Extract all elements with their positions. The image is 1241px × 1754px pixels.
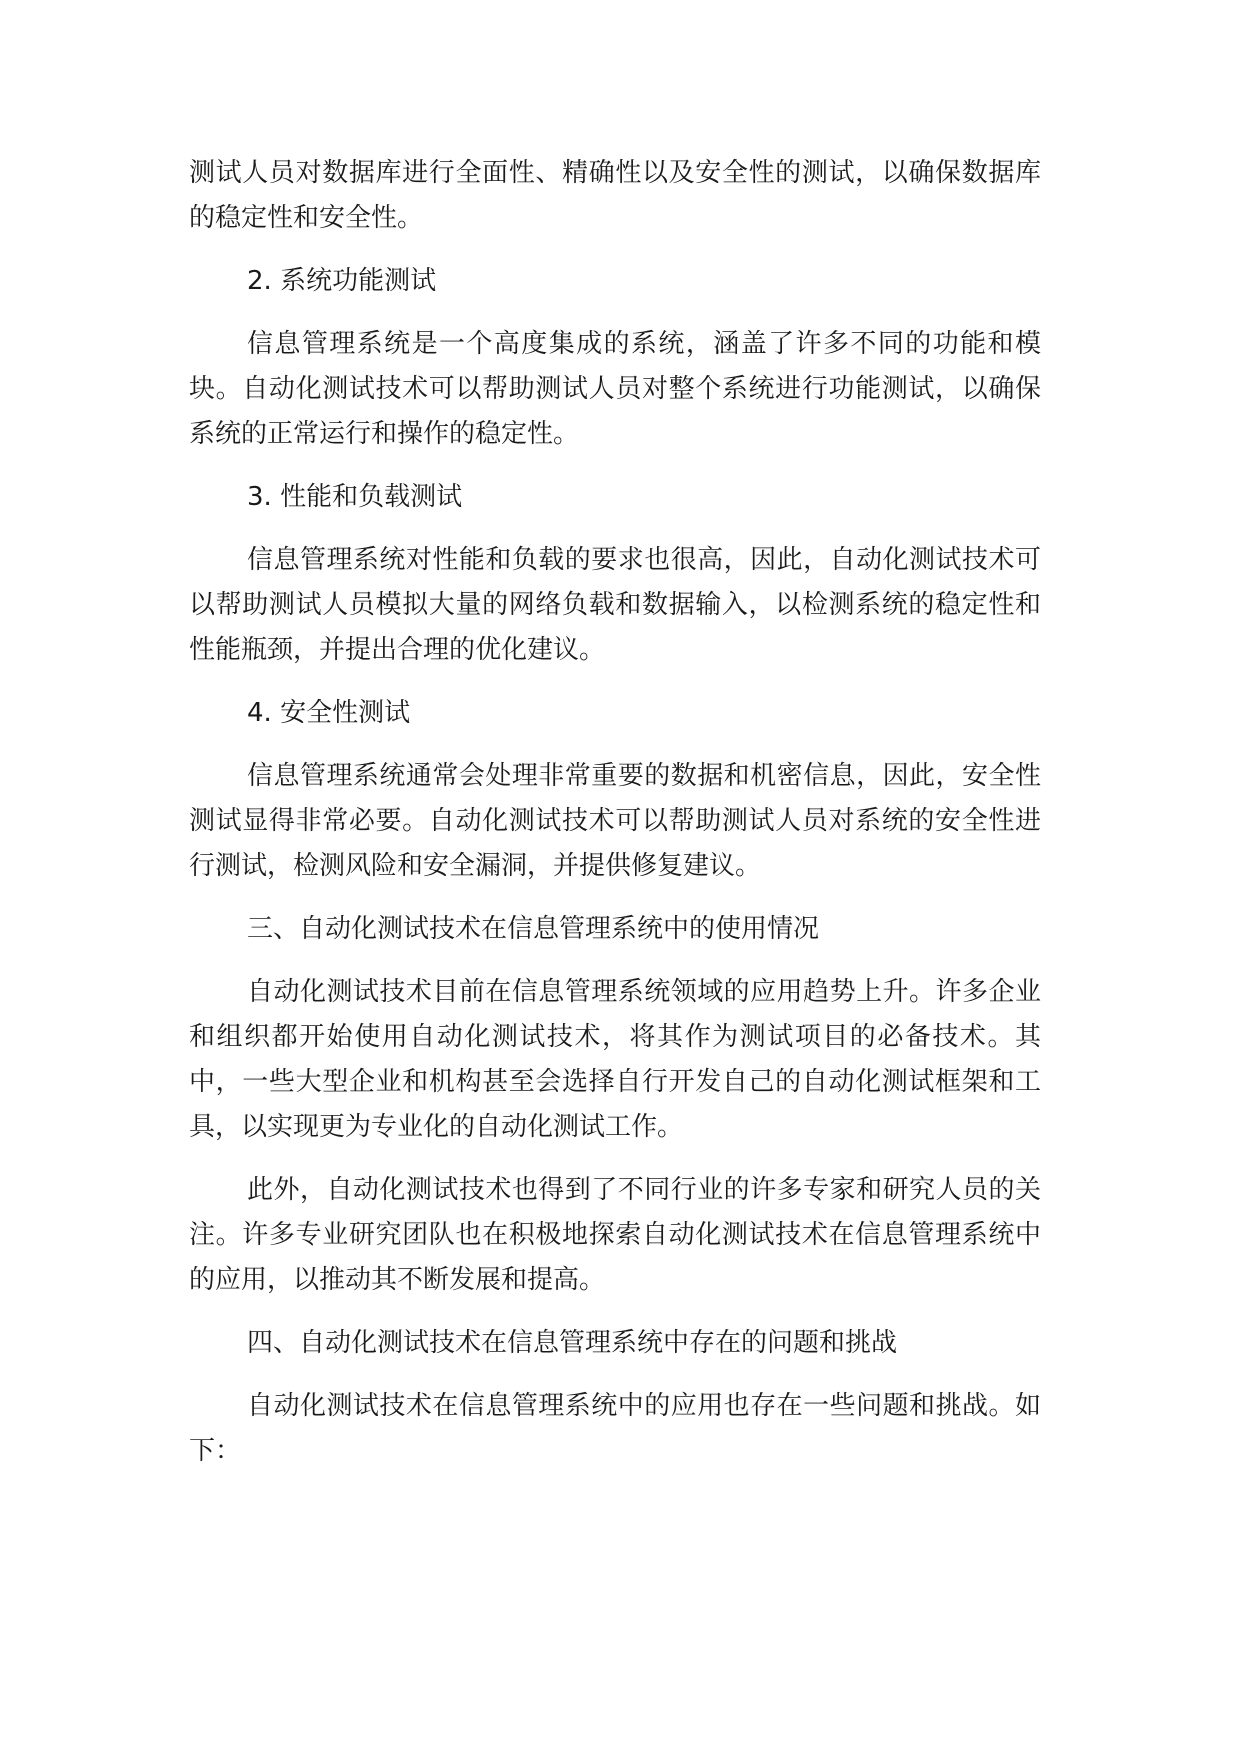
heading-performance-load-test: 3. 性能和负载测试 [247, 482, 463, 512]
paragraph-system-function-test: 信息管理系统是一个高度集成的系统，涵盖了许多不同的功能和模块。自动化测试技术可以帮助测试人员对整个系统进行功能测试，以确保系统的正常运行和操作的稳定性。 [189, 329, 1041, 449]
heading-section-three: 三、自动化测试技术在信息管理系统中的使用情况 [247, 914, 820, 944]
paragraph-usage-status: 自动化测试技术目前在信息管理系统领域的应用趋势上升。许多企业和组织都开始使用自动化测试技术，将其作为测试项目的必备技术。其中，一些大型企业和机构甚至会选择自行开发自己的自动化测试框架和工具，以实现更为专业化的自动化测试工作。 [189, 977, 1041, 1142]
heading-section-four: 四、自动化测试技术在信息管理系统中存在的问题和挑战 [247, 1328, 898, 1358]
heading-system-function-test: 2. 系统功能测试 [247, 266, 437, 296]
paragraph-expert-attention: 此外，自动化测试技术也得到了不同行业的许多专家和研究人员的关注。许多专业研究团队也在积极地探索自动化测试技术在信息管理系统中的应用，以推动其不断发展和提高。 [189, 1175, 1041, 1295]
paragraph-performance-load-test: 信息管理系统对性能和负载的要求也很高，因此，自动化测试技术可以帮助测试人员模拟大量的网络负载和数据输入，以检测系统的稳定性和性能瓶颈，并提出合理的优化建议。 [189, 545, 1041, 665]
paragraph-database-test-continuation: 测试人员对数据库进行全面性、精确性以及安全性的测试，以确保数据库的稳定性和安全性。 [189, 158, 1041, 233]
paragraph-problems-intro: 自动化测试技术在信息管理系统中的应用也存在一些问题和挑战。如下： [189, 1391, 1041, 1466]
heading-security-test: 4. 安全性测试 [247, 698, 411, 728]
document-page [189, 151, 1041, 1492]
paragraph-security-test: 信息管理系统通常会处理非常重要的数据和机密信息，因此，安全性测试显得非常必要。自动化测试技术可以帮助测试人员对系统的安全性进行测试，检测风险和安全漏洞，并提供修复建议。 [189, 761, 1041, 881]
